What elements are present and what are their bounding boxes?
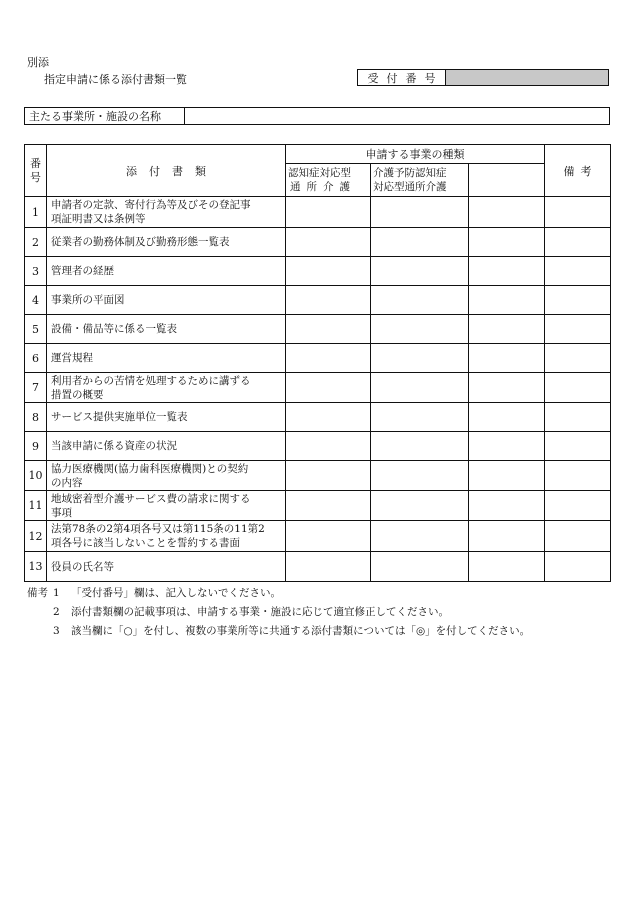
facility-name-field[interactable] [185, 108, 609, 124]
document-name-line2: の内容 [51, 476, 83, 489]
service-cell-2[interactable] [371, 491, 469, 521]
service-cell-3[interactable] [469, 344, 545, 373]
service-cell-1[interactable] [286, 521, 371, 552]
remarks-cell[interactable] [545, 491, 611, 521]
service-cell-3[interactable] [469, 315, 545, 344]
document-name-line1: 地域密着型介護サービス費の請求に関する [51, 492, 251, 505]
document-name [47, 432, 286, 461]
document-name [47, 491, 286, 521]
num-header [25, 145, 47, 197]
service-col-header-3 [469, 164, 545, 197]
document-name [47, 315, 286, 344]
service-cell-1[interactable] [286, 552, 371, 582]
service-cell-1[interactable] [286, 403, 371, 432]
table-header-row [25, 145, 611, 164]
document-name [47, 228, 286, 257]
remarks-cell[interactable] [545, 552, 611, 582]
note-item [27, 622, 530, 641]
document-name [47, 552, 286, 582]
service-cell-2[interactable] [371, 521, 469, 552]
table-row [25, 432, 611, 461]
remarks-cell[interactable] [545, 228, 611, 257]
table-row [25, 403, 611, 432]
service-col-1-line2: 通所介護 [290, 181, 356, 193]
service-cell-1[interactable] [286, 257, 371, 286]
service-cell-1[interactable] [286, 286, 371, 315]
facility-name-box [24, 107, 610, 125]
service-cell-3[interactable] [469, 373, 545, 403]
service-cell-1[interactable] [286, 461, 371, 491]
remarks-cell[interactable] [545, 257, 611, 286]
row-number: 10 [25, 461, 47, 491]
row-number: 1 [25, 197, 47, 228]
note-number: 3 [53, 625, 60, 637]
table-row [25, 344, 611, 373]
service-cell-2[interactable] [371, 344, 469, 373]
table-row [25, 552, 611, 582]
remarks-cell[interactable] [545, 373, 611, 403]
document-name-line1: 役員の氏名等 [51, 560, 114, 573]
document-name [47, 403, 286, 432]
remarks-header: 備考 [545, 145, 611, 197]
document-name-line1: 申請者の定款、寄付行為等及びその登記事 [51, 199, 251, 211]
document-name-line2: 事項 [51, 506, 72, 519]
remarks-cell[interactable] [545, 344, 611, 373]
row-number: 2 [25, 228, 47, 257]
attachments-table [24, 144, 611, 582]
table-row [25, 197, 611, 228]
service-cell-3[interactable] [469, 257, 545, 286]
service-cell-3[interactable] [469, 403, 545, 432]
remarks-cell[interactable] [545, 461, 611, 491]
table-row [25, 521, 611, 552]
row-number: 9 [25, 432, 47, 461]
service-col-header-2 [371, 164, 469, 197]
remarks-cell[interactable] [545, 521, 611, 552]
document-name-line1: 従業者の勤務体制及び勤務形態一覧表 [51, 236, 230, 248]
facility-name-label: 主たる事業所・施設の名称 [25, 108, 185, 124]
service-cell-1[interactable] [286, 315, 371, 344]
document-name-line1: 運営規程 [51, 352, 93, 364]
attachments-table-body [25, 145, 611, 582]
service-col-1-line1: 認知症対応型 [288, 167, 351, 179]
document-name-line1: 設備・備品等に係る一覧表 [51, 323, 177, 335]
table-row [25, 257, 611, 286]
service-cell-2[interactable] [371, 373, 469, 403]
note-indent [27, 603, 53, 622]
service-cell-1[interactable] [286, 491, 371, 521]
service-cell-2[interactable] [371, 257, 469, 286]
service-cell-3[interactable] [469, 521, 545, 552]
service-cell-1[interactable] [286, 344, 371, 373]
service-cell-2[interactable] [371, 403, 469, 432]
note-text: 該当欄に「○」を付し、複数の事業所等に共通する添付書類については「◎」を付してください。 [71, 625, 531, 637]
notes-label: 備考 [27, 587, 48, 599]
service-cell-2[interactable] [371, 228, 469, 257]
note-text: 添付書類欄の記載事項は、申請する事業・施設に応じて適宜修正してください。 [71, 606, 449, 618]
document-name [47, 197, 286, 228]
service-cell-3[interactable] [469, 552, 545, 582]
service-cell-3[interactable] [469, 286, 545, 315]
receipt-number-box [357, 69, 609, 86]
document-name-line1: 協力医療機関(協力歯科医療機関)との契約 [51, 462, 249, 475]
note-number: 1 [53, 587, 60, 599]
row-number: 7 [25, 373, 47, 403]
document-name [47, 373, 286, 403]
service-cell-1[interactable] [286, 373, 371, 403]
document-name-line1: 管理者の経歴 [51, 265, 114, 277]
note-item [27, 603, 530, 622]
row-number: 12 [25, 521, 47, 552]
service-cell-3[interactable] [469, 432, 545, 461]
document-name-line1: 事業所の平面図 [51, 294, 125, 306]
service-col-2-line2: 対応型通所介護 [373, 181, 447, 193]
remarks-cell[interactable] [545, 286, 611, 315]
service-cell-1[interactable] [286, 228, 371, 257]
service-cell-2[interactable] [371, 286, 469, 315]
remarks-cell[interactable] [545, 197, 611, 228]
document-name [47, 257, 286, 286]
service-col-2-line1: 介護予防認知症 [373, 167, 447, 179]
service-cell-3[interactable] [469, 461, 545, 491]
service-cell-2[interactable] [371, 197, 469, 228]
num-header-text: 番 号 [30, 156, 41, 184]
row-number: 4 [25, 286, 47, 315]
table-row [25, 228, 611, 257]
annex-label: 別添 [27, 56, 49, 69]
table-row [25, 461, 611, 491]
service-cell-3[interactable] [469, 491, 545, 521]
document-name-line2: 項各号に該当しないことを誓約する書面 [51, 537, 240, 549]
service-cell-3[interactable] [469, 197, 545, 228]
remarks-cell[interactable] [545, 315, 611, 344]
service-cell-1[interactable] [286, 432, 371, 461]
service-cell-1[interactable] [286, 197, 371, 228]
document-name-line2: 項証明書又は条例等 [51, 213, 146, 225]
row-number: 11 [25, 491, 47, 521]
document-name-line1: 当該申請に係る資産の状況 [51, 440, 177, 452]
docs-header: 添付書類 [47, 145, 286, 197]
document-name-line1: 利用者からの苦情を処理するために講ずる [51, 374, 251, 387]
row-number: 13 [25, 552, 47, 582]
row-number: 5 [25, 315, 47, 344]
table-row [25, 373, 611, 403]
document-name-line2: 措置の概要 [51, 388, 104, 401]
receipt-number-field[interactable] [446, 70, 608, 85]
table-row [25, 315, 611, 344]
table-row [25, 491, 611, 521]
service-col-header-1 [286, 164, 371, 197]
document-name [47, 521, 286, 552]
receipt-number-label: 受付番号 [358, 70, 446, 85]
notes-section [27, 584, 530, 641]
remarks-cell[interactable] [545, 403, 611, 432]
note-indent [27, 622, 53, 641]
service-cell-3[interactable] [469, 228, 545, 257]
row-number: 3 [25, 257, 47, 286]
row-number: 6 [25, 344, 47, 373]
remarks-cell[interactable] [545, 432, 611, 461]
document-name [47, 461, 286, 491]
document-name [47, 286, 286, 315]
document-name-line1: 法第78条の2第4項各号又は第115条の11第2 [51, 523, 265, 535]
document-name [47, 344, 286, 373]
table-row [25, 286, 611, 315]
document-name-line1: サービス提供実施単位一覧表 [51, 411, 188, 423]
row-number: 8 [25, 403, 47, 432]
note-number: 2 [53, 606, 60, 618]
service-cell-2[interactable] [371, 461, 469, 491]
note-item [27, 584, 530, 603]
note-text: 「受付番号」欄は、記入しないでください。 [71, 587, 281, 599]
services-header: 申請する事業の種類 [286, 145, 545, 164]
service-cell-2[interactable] [371, 432, 469, 461]
service-cell-2[interactable] [371, 552, 469, 582]
service-cell-2[interactable] [371, 315, 469, 344]
page-title: 指定申請に係る添付書類一覧 [44, 73, 187, 86]
